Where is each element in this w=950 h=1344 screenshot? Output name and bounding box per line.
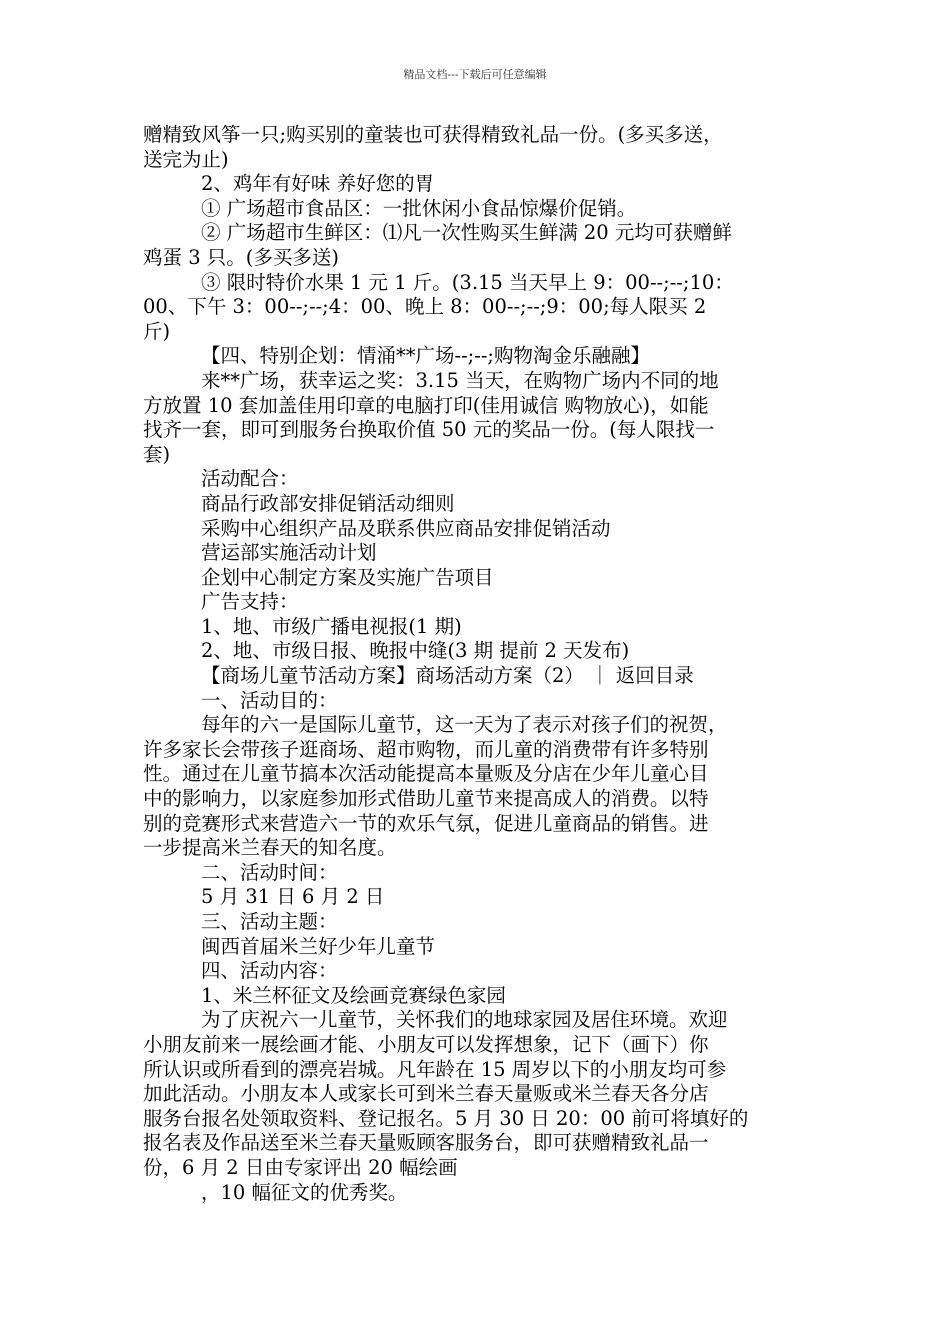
text-line: 方放置 10 套加盖佳用印章的电脑打印(佳用诚信 购物放心)，如能 — [143, 393, 709, 417]
text-line: 小朋友前来一展绘画才能、小朋友可以发挥想象，记下（画下）你 — [143, 1032, 709, 1056]
text-line: 加此活动。小朋友本人或家长可到米兰春天量贩或米兰春天各分店 — [143, 1082, 709, 1106]
text-line: 报名表及作品送至米兰春天量贩顾客服务台，即可获赠精致礼品一 — [143, 1131, 709, 1155]
text-line: 【四、特别企划：情涌**广场--;--;购物淘金乐融融】 — [201, 344, 650, 368]
text-line: 鸡蛋 3 只。(多买多送) — [143, 245, 340, 269]
text-line: 一、活动目的： — [201, 688, 338, 712]
text-line: 一步提高米兰春天的知名度。 — [143, 836, 397, 860]
text-line: ② 广场超市生鲜区：⑴凡一次性购买生鲜满 20 元均可获赠鲜 — [201, 221, 732, 245]
text-line: 闽西首届米兰好少年儿童节 — [201, 934, 436, 958]
text-line: ③ 限时特价水果 1 元 1 斤。(3.15 当天早上 9：00--;--;10： — [201, 270, 734, 294]
text-line: 5 月 31 日 6 月 2 日 — [201, 885, 385, 909]
text-line: 广告支持： — [201, 590, 299, 614]
text-line: 中的影响力，以家庭参加形式借助儿童节来提高成人的消费。以特 — [143, 787, 709, 811]
text-line: 许多家长会带孩子逛商场、超市购物，而儿童的消费带有许多特别 — [143, 737, 709, 761]
text-line: 找齐一套，即可到服务台换取价值 50 元的奖品一份。(每人限找一 — [143, 418, 715, 442]
text-line: 份，6 月 2 日由专家评出 20 幅绘画 — [143, 1155, 458, 1179]
text-line: 所认识或所看到的漂亮岩城。凡年龄在 15 周岁以下的小朋友均可参 — [143, 1057, 727, 1081]
document-body — [143, 123, 813, 1205]
text-line: 活动配合： — [201, 467, 299, 491]
text-line: 为了庆祝六一儿童节，关怀我们的地球家园及居住环境。欢迎 — [201, 1008, 728, 1032]
text-line: 性。通过在儿童节搞本次活动能提高本量贩及分店在少年儿童心目 — [143, 762, 709, 786]
text-line: 服务台报名处领取资料、登记报名。5 月 30 日 20：00 前可将填好的 — [143, 1106, 749, 1130]
text-line: 商品行政部安排促销活动细则 — [201, 491, 455, 515]
text-line: 营运部实施活动计划 — [201, 541, 377, 565]
text-line: 企划中心制定方案及实施广告项目 — [201, 565, 494, 589]
text-line: 1、地、市级广播电视报(1 期) — [201, 614, 462, 638]
text-line: 来**广场，获幸运之奖：3.15 当天，在购物广场内不同的地 — [201, 368, 719, 392]
text-line: 2、鸡年有好味 养好您的胃 — [201, 172, 435, 196]
text-line: 采购中心组织产品及联系供应商品安排促销活动 — [201, 516, 611, 540]
text-line: 1、米兰杯征文及绘画竞赛绿色家园 — [201, 983, 506, 1007]
text-line: 套) — [143, 442, 171, 466]
text-line: ，10 幅征文的优秀奖。 — [201, 1180, 408, 1204]
text-line: 斤) — [143, 319, 171, 343]
text-line: ① 广场超市食品区：一批休闲小食品惊爆价促销。 — [201, 196, 637, 220]
text-line: 四、活动内容： — [201, 959, 338, 983]
text-line: 2、地、市级日报、晚报中缝(3 期 提前 2 天发布) — [201, 639, 630, 663]
page-header: 精品文档---下载后可任意编辑 — [403, 68, 547, 81]
text-line: 别的竞赛形式来营造六一节的欢乐气氛，促进儿童商品的销售。进 — [143, 811, 709, 835]
text-line: 每年的六一是国际儿童节，这一天为了表示对孩子们的祝贺， — [201, 713, 728, 737]
text-line: 三、活动主题： — [201, 910, 338, 933]
text-line: 赠精致风筝一只;购买别的童装也可获得精致礼品一份。(多买多送， — [143, 123, 723, 146]
text-line: 送完为止) — [143, 147, 229, 171]
text-line: 二、活动时间： — [201, 860, 338, 884]
text-line: 00、下午 3：00--;--;4：00、晚上 8：00--;--;9：00;每人限买 2 — [143, 295, 707, 319]
text-line: 【商场儿童节活动方案】商场活动方案（2） ｜ 返回目录 — [201, 664, 694, 688]
